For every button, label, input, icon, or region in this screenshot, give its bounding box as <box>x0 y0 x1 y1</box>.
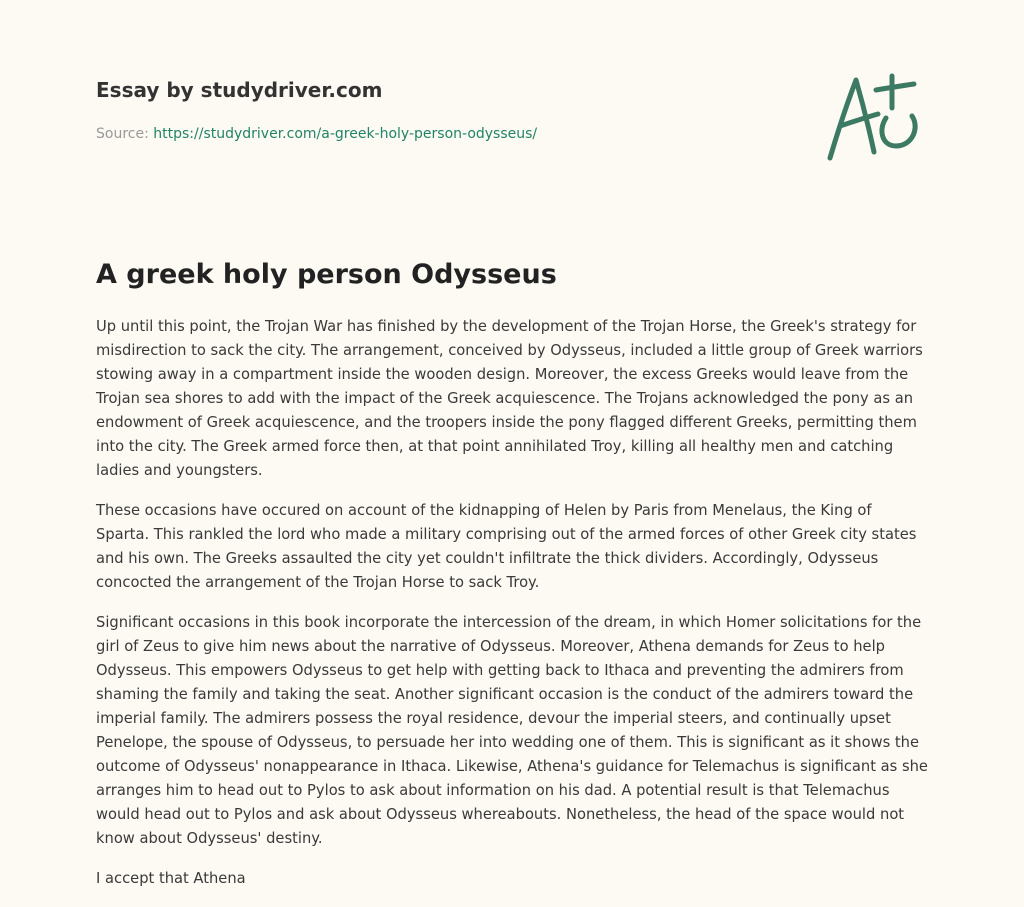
source-line <box>96 124 796 144</box>
source-link[interactable]: https://studydriver.com/a-greek-holy-person-odysseus/ <box>153 126 538 142</box>
essay-paragraph: These occasions have occured on account of the kidnapping of Helen by Paris from Menelaus, the King of Sparta. This rankled the lord who made a military comprising out of the armed forces of other Greek city states and his own. The Greeks assaulted the city yet couldn't infiltrate the thick dividers. Accordingly, Odysseus concocted the arrangement of the Trojan Horse to sack Troy. <box>96 502 917 591</box>
essay-header <box>96 76 796 144</box>
essay-article <box>96 255 928 907</box>
source-label: Source: <box>96 126 149 142</box>
essay-paragraph: Up until this point, the Trojan War has finished by the development of the Trojan Horse, the Greek's strategy for misdirection to sack the city. The arrangement, conceived by Odysseus, included a little group of Greek warriors stowing away in a compartment inside the wooden design. Moreover, the excess Greeks would leave from the Trojan sea shores to add with the impact of the Greek acquiescence. The Trojans acknowledged the pony as an endowment of Greek acquiescence, and the troopers inside the pony flagged different Greeks, permitting them into the city. The Greek armed force then, at that point annihilated Troy, killing all healthy men and catching ladies and youngsters. <box>96 318 923 479</box>
essay-title: A greek holy person Odysseus <box>96 259 557 290</box>
essay-paragraph: I accept that Athena <box>96 870 246 887</box>
a-plus-logo-icon <box>820 66 930 166</box>
essay-body <box>96 315 928 891</box>
brand-title: Essay by studydriver.com <box>96 78 383 102</box>
essay-paragraph: Significant occasions in this book incorporate the intercession of the dream, in which Homer solicitations for the girl of Zeus to give him news about the narrative of Odysseus. Moreover, Athena demands for Zeus to help Odysseus. This empowers Odysseus to get help with getting back to Ithaca and preventing the admirers from shaming the family and taking the seat. Another significant occasion is the conduct of the admirers toward the imperial family. The admirers possess the royal residence, devour the imperial steers, and continually upset Penelope, the spouse of Odysseus, to persuade her into wedding one of them. This is significant as it shows the outcome of Odysseus' nonappearance in Ithaca. Likewise, Athena's guidance for Telemachus is significant as she arranges him to head out to Pylos to ask about information on his dad. A potential result is that Telemachus would head out to Pylos and ask about Odysseus whereabouts. Nonetheless, the head of the space would not know about Odysseus' destiny. <box>96 614 928 847</box>
